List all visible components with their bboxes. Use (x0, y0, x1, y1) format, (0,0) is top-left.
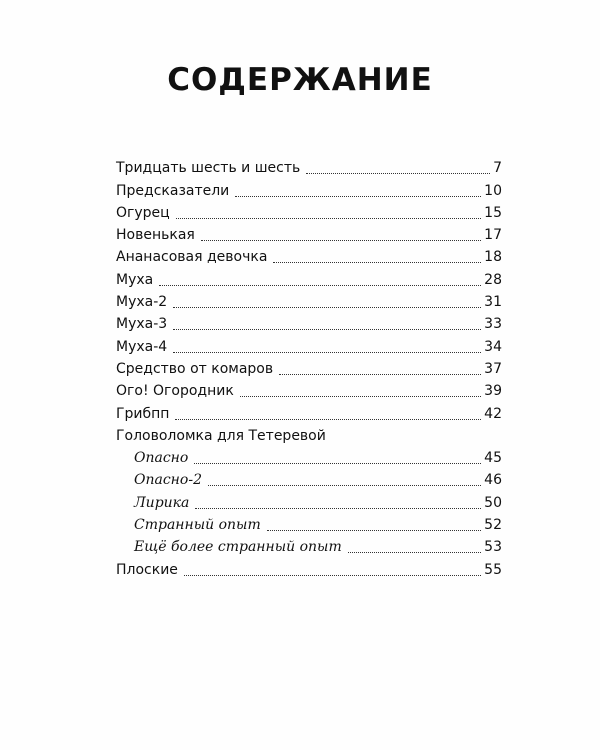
dot-leader (173, 329, 481, 330)
toc-entry-page: 7 (493, 160, 502, 177)
toc-entry-title: Плоские (116, 561, 178, 578)
page-title: СОДЕРЖАНИЕ (167, 62, 433, 98)
toc-subentry (116, 467, 502, 489)
toc-entry-page: 17 (484, 227, 502, 244)
toc-subentry (116, 534, 502, 556)
toc-entry-title: Ананасовая девочка (116, 249, 268, 266)
toc-entry-title: Ещё более странный опыт (134, 539, 342, 556)
toc-entry-title: Тридцать шесть и шесть (116, 160, 301, 177)
toc-entry-title: Опасно-2 (134, 472, 202, 489)
toc-entry-title: Новенькая (116, 227, 195, 244)
toc-entry-title: Средство от комаров (116, 360, 274, 377)
toc-section-heading (116, 423, 502, 445)
dot-leader (201, 240, 481, 241)
dot-leader (173, 307, 481, 308)
toc-entry-page: 10 (484, 182, 502, 199)
toc-subentry (116, 489, 502, 511)
toc-entry-title: Огурец (116, 204, 170, 221)
dot-leader (194, 463, 481, 464)
dot-leader (176, 218, 481, 219)
toc-entry-page: 31 (484, 294, 502, 311)
toc-entry-page: 50 (484, 494, 502, 511)
dot-leader (267, 530, 481, 531)
table-of-contents (116, 155, 502, 579)
toc-entry-page: 28 (484, 271, 502, 288)
toc-entry (116, 177, 502, 199)
dot-leader (159, 285, 481, 286)
toc-entry-title: Грибпп (116, 405, 170, 422)
toc-entry-title: Опасно (134, 450, 189, 467)
toc-entry (116, 222, 502, 244)
toc-entry-page: 15 (484, 204, 502, 221)
dot-leader (348, 552, 481, 553)
toc-entry (116, 556, 502, 578)
dot-leader (306, 173, 490, 174)
dot-leader (184, 575, 481, 576)
dot-leader (235, 196, 481, 197)
toc-entry-page: 46 (484, 472, 502, 489)
toc-entry (116, 155, 502, 177)
dot-leader (195, 508, 481, 509)
toc-entry-page: 37 (484, 360, 502, 377)
toc-entry (116, 244, 502, 266)
toc-entry (116, 400, 502, 422)
toc-entry-title: Предсказатели (116, 182, 230, 199)
toc-entry-title: Муха (116, 271, 154, 288)
toc-entry-page: 55 (484, 561, 502, 578)
toc-entry-page: 18 (484, 249, 502, 266)
toc-entry (116, 333, 502, 355)
toc-entry-page: 52 (484, 517, 502, 534)
toc-entry (116, 356, 502, 378)
toc-entry-title: Лирика (134, 494, 190, 511)
dot-leader (173, 352, 481, 353)
toc-entry (116, 266, 502, 288)
toc-entry-title: Муха-4 (116, 338, 168, 355)
toc-entry-page: 34 (484, 338, 502, 355)
toc-entry (116, 311, 502, 333)
dot-leader (175, 419, 481, 420)
toc-entry-title: Ого! Огородник (116, 383, 234, 400)
toc-subentry (116, 445, 502, 467)
toc-entry (116, 378, 502, 400)
dot-leader (240, 396, 481, 397)
toc-subentry (116, 512, 502, 534)
toc-entry (116, 200, 502, 222)
dot-leader (279, 374, 481, 375)
toc-entry-page: 33 (484, 316, 502, 333)
toc-entry-page: 42 (484, 405, 502, 422)
toc-entry-page: 45 (484, 450, 502, 467)
toc-entry-page: 53 (484, 539, 502, 556)
toc-entry (116, 289, 502, 311)
dot-leader (208, 485, 481, 486)
toc-entry-title: Муха-2 (116, 294, 168, 311)
toc-section-title: Головоломка для Тетеревой (116, 427, 326, 444)
toc-entry-page: 39 (484, 383, 502, 400)
toc-entry-title: Муха-3 (116, 316, 168, 333)
toc-entry-title: Странный опыт (134, 517, 261, 534)
dot-leader (273, 262, 481, 263)
